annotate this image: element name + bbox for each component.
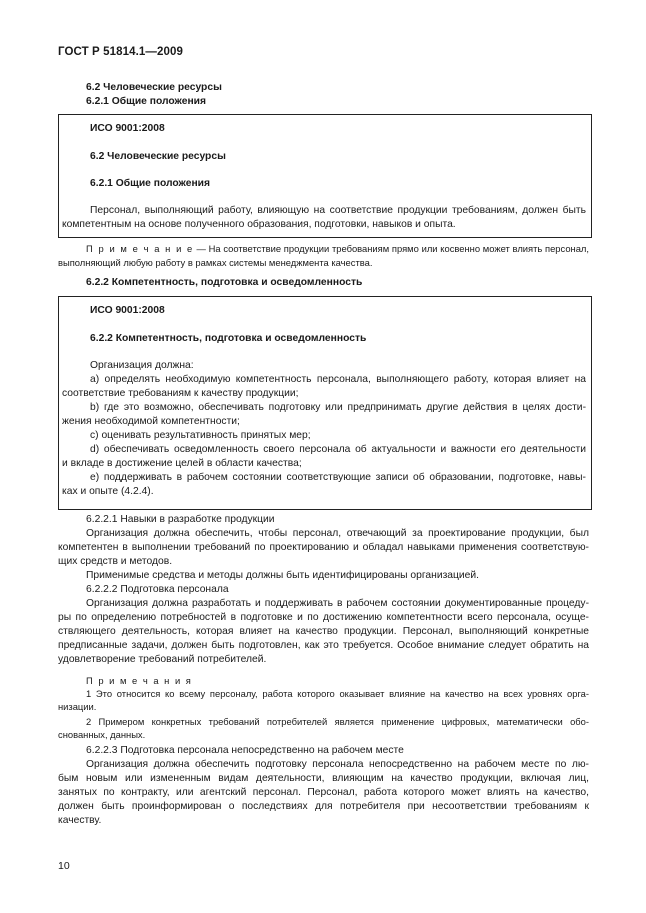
body-line: ствляющего деятельность, которая влияет на качество продукции. Персонал, выполняющий конкретные xyxy=(58,626,589,637)
note-line: П р и м е ч а н и е — На соответствие продукции требованиям прямо или косвенно может влиять персонал, xyxy=(86,243,589,254)
iso-paragraph-line: компетентным на основе полученного образования, подготовки, навыков и опыта. xyxy=(62,219,456,230)
body-line: Организация должна обеспечить, чтобы персонал, отвечающий за проектирование продукции, был xyxy=(86,528,589,539)
body-line: занятых по контракту, или агентский персонал. Персонал, работа которого может влиять на качество, xyxy=(58,787,589,798)
body-line: Организация должна разработать и поддерживать в рабочем состоянии документированные процеду- xyxy=(86,598,589,609)
notes-label: П р и м е ч а н и я xyxy=(86,675,193,686)
iso-subheading: 6.2.1 Общие положения xyxy=(90,178,210,189)
iso-paragraph-line: Персонал, выполняющий работу, влияющую на соответствие продукции требованиям, должен быть xyxy=(90,205,586,216)
list-line: и вкладе в достижение целей в области качества; xyxy=(62,458,302,469)
body-line: бым новым или измененным видам деятельности, влияющим на качество продукции, включая лиц, xyxy=(58,773,589,784)
list-line: соответствие требованиям к качеству продукции; xyxy=(62,388,299,399)
section-title-6-2: 6.2 Человеческие ресурсы xyxy=(86,82,222,93)
standard-header: ГОСТ Р 51814.1—2009 xyxy=(58,46,183,58)
subsection-title: 6.2.2.3 Подготовка персонала непосредственно на рабочем месте xyxy=(86,745,404,756)
iso-heading: 6.2 Человеческие ресурсы xyxy=(90,151,226,162)
note-line: 2 Примером конкретных требований потребителей является применение цифровых, математически обо- xyxy=(86,716,589,727)
body-line: ры по определению потребностей в подготовке и по достижению компетентности всего персонала, осуще- xyxy=(58,612,589,623)
list-line: d) обеспечивать осведомленность своего персонала об актуальности и важности его деятельности xyxy=(90,444,586,455)
list-line: Организация должна: xyxy=(90,360,194,371)
iso-heading: 6.2.2 Компетентность, подготовка и осведомленность xyxy=(90,333,367,344)
list-line: c) оценивать результативность принятых мер; xyxy=(90,430,311,441)
note-line: выполняющий любую работу в рамках системы менеджмента качества. xyxy=(58,257,373,268)
note-line: 1 Это относится ко всему персоналу, работа которого оказывает влияние на качество на всех уровнях орга- xyxy=(86,688,589,699)
list-line: a) определять необходимую компетентность персонала, выполняющего работу, которая влияет на xyxy=(90,374,586,385)
subsection-title: 6.2.2.2 Подготовка персонала xyxy=(86,584,229,595)
body-line: качеству. xyxy=(58,815,102,826)
note-label: П р и м е ч а н и е xyxy=(86,243,194,254)
body-line: предписанные задачи, должен быть подготовлен, как это требуется. Особое внимание следует обратить на xyxy=(58,640,589,651)
list-line: ках и опыте (4.2.4). xyxy=(62,486,154,497)
page-number: 10 xyxy=(58,860,70,872)
section-title-6-2-2: 6.2.2 Компетентность, подготовка и осведомленность xyxy=(86,277,363,288)
list-line: жения необходимой компетентности; xyxy=(62,416,240,427)
subsection-title: 6.2.2.1 Навыки в разработке продукции xyxy=(86,514,275,525)
list-line: e) поддерживать в рабочем состоянии соответствующие записи об образовании, подготовке, навы- xyxy=(90,472,586,483)
iso-label: ИСО 9001:2008 xyxy=(90,123,165,134)
iso-label: ИСО 9001:2008 xyxy=(90,305,165,316)
body-line: компетентен в выполнении требований по проектированию и обладал навыками применения соответствую- xyxy=(58,542,589,553)
list-line: b) где это возможно, обеспечивать подготовку или предпринимать другие действия в целях дости- xyxy=(90,402,586,413)
note-line: низации. xyxy=(58,701,97,712)
body-line: Организация должна обеспечить подготовку персонала непосредственно на рабочем месте по лю- xyxy=(86,759,589,770)
note-line: снованных, данных. xyxy=(58,729,146,740)
body-line: должен быть проинформирован о последствиях для потребителя при несоответствии требованиям к xyxy=(58,801,589,812)
body-line: удовлетворение требований потребителей. xyxy=(58,654,267,665)
body-line: Применимые средства и методы должны быть идентифицированы организацией. xyxy=(86,570,480,581)
body-line: щих средств и методов. xyxy=(58,556,173,567)
section-title-6-2-1: 6.2.1 Общие положения xyxy=(86,96,206,107)
